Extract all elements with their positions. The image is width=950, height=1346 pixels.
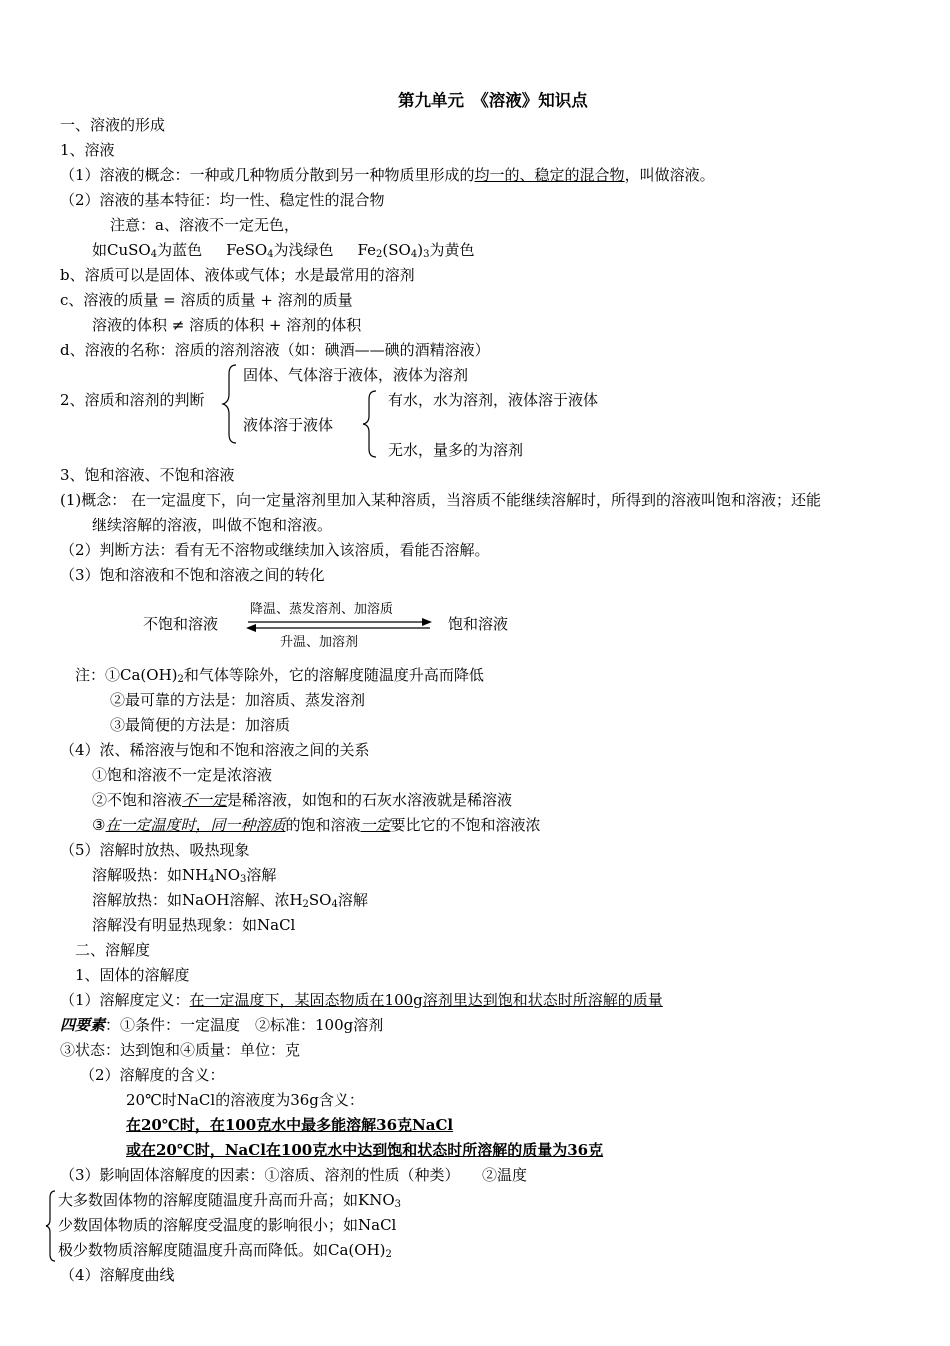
note-b: b、溶质可以是固体、液体或气体；水是最常用的溶剂 bbox=[60, 266, 415, 284]
subheading-solid-solubility: 1、固体的溶解度 bbox=[75, 966, 190, 984]
judge-branch-liquid: 液体溶于液体 bbox=[243, 416, 334, 434]
conversion-arrows bbox=[244, 617, 434, 633]
relation-heading: （4）浓、稀溶液与饱和不饱和溶液之间的关系 bbox=[60, 741, 370, 759]
page-title: 第九单元 《溶液》知识点 bbox=[398, 91, 588, 110]
arrow-bottom-label: 升温、加溶剂 bbox=[280, 635, 359, 650]
relation-2: ②不饱和溶液不一定是稀溶液，如饱和的石灰水溶液就是稀溶液 bbox=[92, 791, 513, 809]
four-elements-cont: ③状态：达到饱和④质量：单位：克 bbox=[60, 1041, 301, 1059]
curve-heading: （4）溶解度曲线 bbox=[60, 1266, 175, 1284]
solubility-definition: （1）溶解度定义：在一定温度下，某固态物质在100g溶剂里达到饱和状态时所溶解的质量 bbox=[60, 991, 663, 1009]
judge-method: （2）判断方法：看有无不溶物或继续加入该溶质，看能否溶解。 bbox=[60, 541, 490, 559]
note-1: 注：$①Ca(OH)_2$和气体等除外，它的溶解度随温度升高而降低 bbox=[75, 666, 484, 685]
relation-1: ①饱和溶液不一定是浓溶液 bbox=[92, 766, 273, 784]
section-heading-solution-formation: 一、溶液的形成 bbox=[60, 116, 166, 134]
factors-brace bbox=[45, 1190, 57, 1262]
note-a: 注意：a、溶液不一定无色， bbox=[110, 216, 299, 234]
meaning-example: 20℃时NaCl的溶液度为36g含义： bbox=[126, 1091, 364, 1109]
heat-release: 溶解放热：如NaOH溶解、浓$H_2SO_4$溶解 bbox=[92, 891, 368, 910]
inner-brace bbox=[362, 390, 382, 458]
relation-3: ③在一定温度时，同一种溶质的饱和溶液一定要比它的不饱和溶液浓 bbox=[92, 816, 541, 834]
factor-few: 少数固体物质的溶解度受温度的影响很小；如NaCl bbox=[58, 1216, 397, 1234]
heat-none: 溶解没有明显热现象：如NaCl bbox=[92, 916, 296, 934]
left-brace bbox=[222, 364, 242, 444]
arrow-top-label: 降温、蒸发溶剂、加溶质 bbox=[250, 602, 394, 617]
note-2: ②最可靠的方法是：加溶质、蒸发溶剂 bbox=[110, 691, 366, 709]
heat-heading: （5）溶解时放热、吸热现象 bbox=[60, 841, 250, 859]
judge-label: 2、溶质和溶剂的判断 bbox=[60, 391, 205, 409]
factor-rare: 极少数物质溶解度随温度升高而降低。如$Ca(OH)_2$ bbox=[58, 1241, 392, 1260]
four-elements: 四要素：①条件：一定温度 ②标准：100g溶剂 bbox=[60, 1016, 384, 1034]
meaning-example-2: 或在20℃时，NaCl在100克水中达到饱和状态时所溶解的质量为36克 bbox=[126, 1141, 604, 1159]
subheading-solution: 1、溶液 bbox=[60, 141, 115, 159]
meaning-example-1: 在20℃时，在100克水中最多能溶解36克NaCl bbox=[126, 1116, 454, 1134]
factor-most: 大多数固体物的溶解度随温度升高而升高；如$KNO_3$ bbox=[58, 1191, 402, 1210]
color-examples: 如CuSO$_4$为蓝色 FeSO$_4$为浅绿色 $Fe_2(SO_4)_3$为黄色 bbox=[92, 241, 475, 260]
saturated-concept-cont: 继续溶解的溶液，叫做不饱和溶液。 bbox=[92, 516, 333, 534]
saturated-label: 饱和溶液 bbox=[448, 615, 509, 633]
meaning-heading: （2）溶解度的含义： bbox=[80, 1066, 225, 1084]
saturated-concept: (1)概念： 在一定温度下，向一定量溶剂里加入某种溶质，当溶质不能继续溶解时，所得到的溶液叫饱和溶液；还能 bbox=[60, 491, 822, 509]
saturated-heading: 3、饱和溶液、不饱和溶液 bbox=[60, 466, 235, 484]
judge-with-water: 有水，水为溶剂，液体溶于液体 bbox=[388, 391, 599, 409]
factors-heading: （3）影响固体溶解度的因素：①溶质、溶剂的性质（种类） ②温度 bbox=[60, 1166, 528, 1184]
unsaturated-label: 不饱和溶液 bbox=[143, 615, 219, 633]
solution-concept: （1）溶液的概念：一种或几种物质分散到另一种物质里形成的均一的、稳定的混合物，叫做溶液。 bbox=[60, 166, 715, 184]
solution-feature: （2）溶液的基本特征：均一性、稳定性的混合物 bbox=[60, 191, 385, 209]
note-c-volume: 溶液的体积 ≠ 溶质的体积 + 溶剂的体积 bbox=[92, 316, 362, 334]
section-heading-solubility: 二、溶解度 bbox=[75, 941, 151, 959]
heat-absorb: 溶解吸热：如$NH_4NO_3$溶解 bbox=[92, 866, 277, 885]
judge-without-water: 无水，量多的为溶剂 bbox=[388, 441, 524, 459]
note-c-mass: c、溶液的质量 = 溶质的质量 + 溶剂的质量 bbox=[60, 291, 353, 309]
underlined-phrase: 均一的、稳定的混合物 bbox=[474, 166, 625, 184]
note-d: d、溶液的名称：溶质的溶剂溶液（如：碘酒——碘的酒精溶液） bbox=[60, 341, 490, 359]
judge-branch-solid-gas: 固体、气体溶于液体，液体为溶剂 bbox=[243, 366, 469, 384]
note-3: ③最简便的方法是：加溶质 bbox=[110, 716, 291, 734]
conversion-heading: （3）饱和溶液和不饱和溶液之间的转化 bbox=[60, 566, 325, 584]
